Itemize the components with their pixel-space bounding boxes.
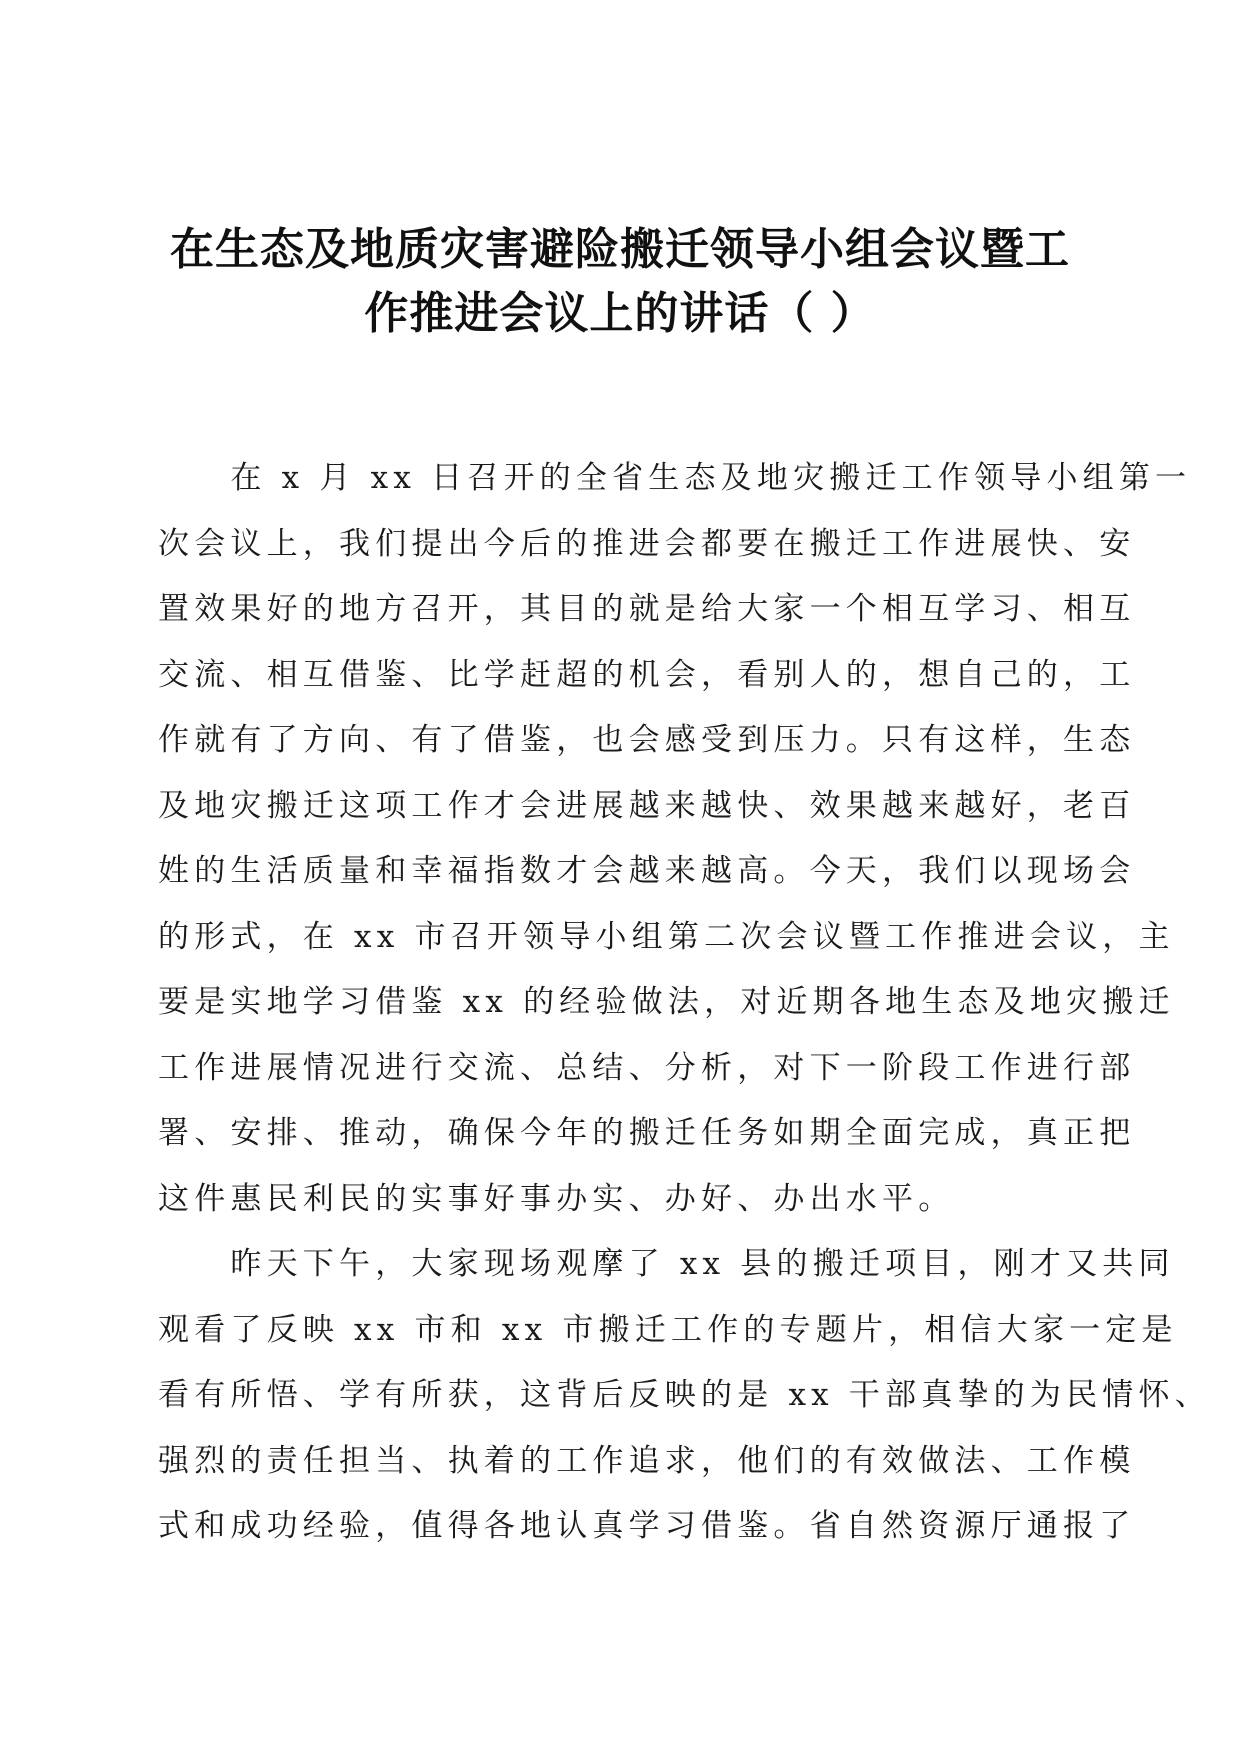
title-line: 作推进会议上的讲话（ ） [364,288,876,339]
document-title [150,218,1090,346]
body-line: 这件惠民利民的实事好事办实、办好、办出水平。 [158,1180,955,1217]
body-line: 观看了反映 xx 市和 xx 市搬迁工作的专题片，相信大家一定是 [158,1311,1178,1348]
body-line: 署、安排、推动，确保今年的搬迁任务如期全面完成，真正把 [158,1115,1136,1151]
body-line: 作就有了方向、有了借鉴，也会感受到压力。只有这样，生态 [158,722,1136,758]
body-line: 式和成功经验，值得各地认真学习借鉴。省自然资源厅通报了 [158,1508,1136,1544]
body-line: 交流、相互借鉴、比学赶超的机会，看别人的，想自己的，工 [158,656,1136,693]
body-line: 看有所悟、学有所获，这背后反映的是 xx 干部真挚的为民情怀、 [158,1377,1211,1413]
body-line: 的形式，在 xx 市召开领导小组第二次会议暨工作推进会议，主 [158,918,1175,955]
body-line: 在 x 月 xx 日召开的全省生态及地灾搬迁工作领导小组第一 [158,460,1192,496]
body-line: 置效果好的地方召开，其目的就是给大家一个相互学习、相互 [158,591,1136,627]
document-body [158,446,1211,1560]
body-line: 工作进展情况进行交流、总结、分析，对下一阶段工作进行部 [158,1049,1136,1086]
title-line: 在生态及地质灾害避险搬迁领导小组会议暨工 [170,224,1070,275]
body-line: 强烈的责任担当、执着的工作追求，他们的有效做法、工作模 [158,1442,1136,1479]
body-line: 次会议上，我们提出今后的推进会都要在搬迁工作进展快、安 [158,525,1136,562]
body-line: 要是实地学习借鉴 xx 的经验做法，对近期各地生态及地灾搬迁 [158,984,1175,1020]
body-line: 昨天下午，大家现场观摩了 xx 县的搬迁项目，刚才又共同 [158,1246,1175,1282]
body-line: 姓的生活质量和幸福指数才会越来越高。今天，我们以现场会 [158,853,1136,889]
body-line: 及地灾搬迁这项工作才会进展越来越快、效果越来越好，老百 [158,787,1136,824]
